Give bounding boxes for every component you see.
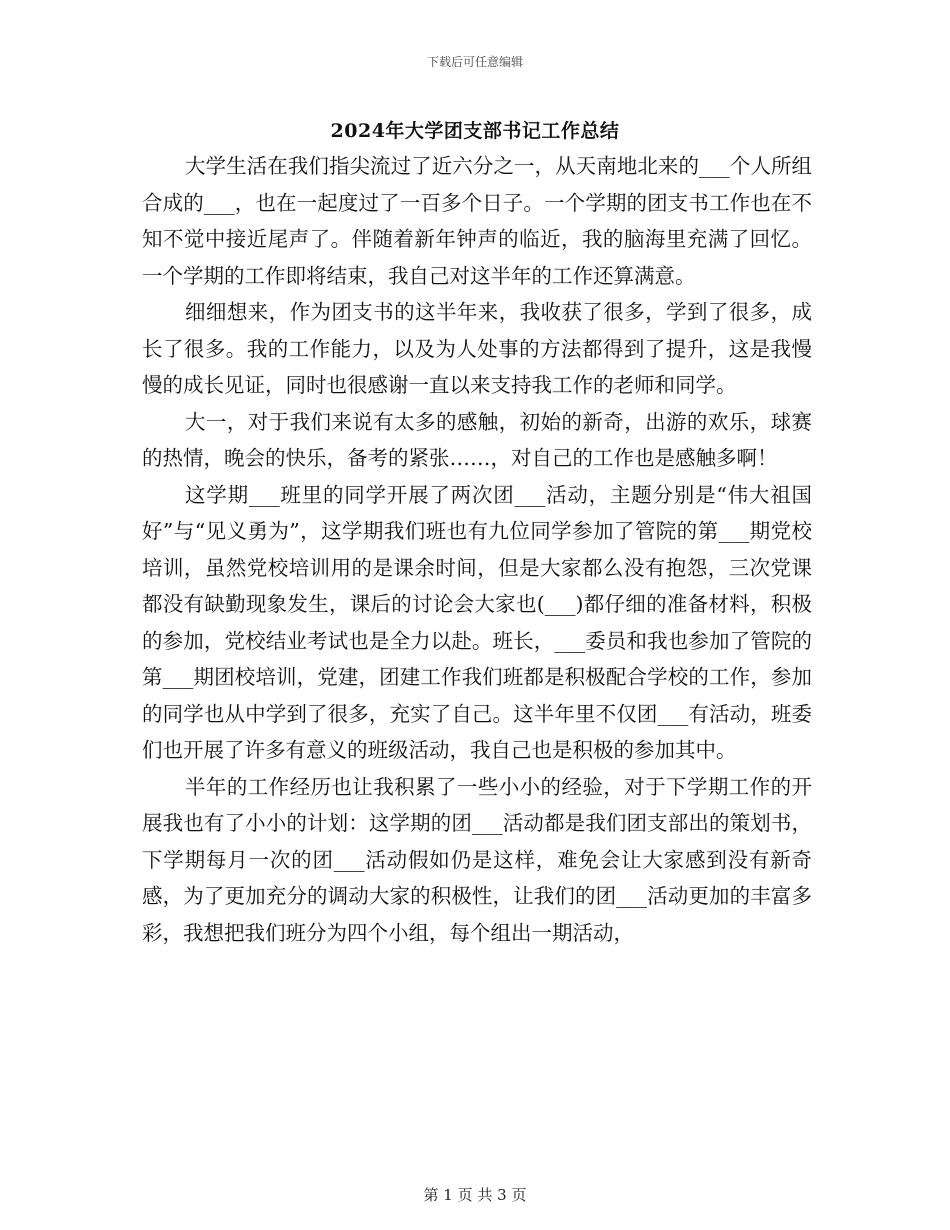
paragraph-reflection: 细细想来，作为团支书的这半年来，我收获了很多，学到了很多，成长了很多。我的工作能力，以及为人处事的方法都得到了提升，这是我慢慢的成长见证，同时也很感谢一直以来支持我工作的老师和同学。: [142, 300, 812, 397]
paragraph-freshman: 大一，对于我们来说有太多的感触，初始的新奇，出游的欢乐，球赛的热情，晚会的快乐，备考的紧张……，对自己的工作也是感触多啊！: [142, 409, 812, 470]
document-body: [142, 148, 812, 951]
paragraph-intro: 大学生活在我们指尖流过了近六分之一，从天南地北来的___个人所组合成的___，也在一起度过了一百多个日子。一个学期的团支书工作也在不知不觉中接近尾声了。伴随着新年钟声的临近，我的脑海里充满了回忆。一个学期的工作即将结束，我自己对这半年的工作还算满意。: [142, 154, 812, 288]
paragraph-plan: 半年的工作经历也让我积累了一些小小的经验，对于下学期工作的开展我也有了小小的计划：这学期的团___活动都是我们团支部出的策划书，下学期每月一次的团___活动假如仍是这样，难免会让大家感到没有新奇感，为了更加充分的调动大家的积极性，让我们的团___活动更加的丰富多彩，我想把我们班分为四个小组，每个组出一期活动，: [142, 774, 812, 945]
header-note: 下载后可任意编辑: [426, 55, 523, 69]
document-title: 2024年大学团支部书记工作总结: [330, 120, 620, 142]
page-indicator: 第 1 页 共 3 页: [423, 1186, 527, 1204]
paragraph-activities: 这学期___班里的同学开展了两次团___活动，主题分别是“伟大祖国好”与“见义勇为”，这学期我们班也有九位同学参加了管院的第___期党校培训，虽然党校培训用的是课余时间，但是大家都么没有抱怨，三次党课都没有缺勤现象发生，课后的讨论会大家也(___)都仔细的准备材料，积极的参加，党校结业考试也是全力以赴。班长，___委员和我也参加了管院的第___期团校培训，党建，团建工作我们班都是积极配合学校的工作，参加的同学也从中学到了很多，充实了自己。这半年里不仅团___有活动，班委们也开展了许多有意义的班级活动，我自己也是积极的参加其中。: [142, 482, 812, 762]
